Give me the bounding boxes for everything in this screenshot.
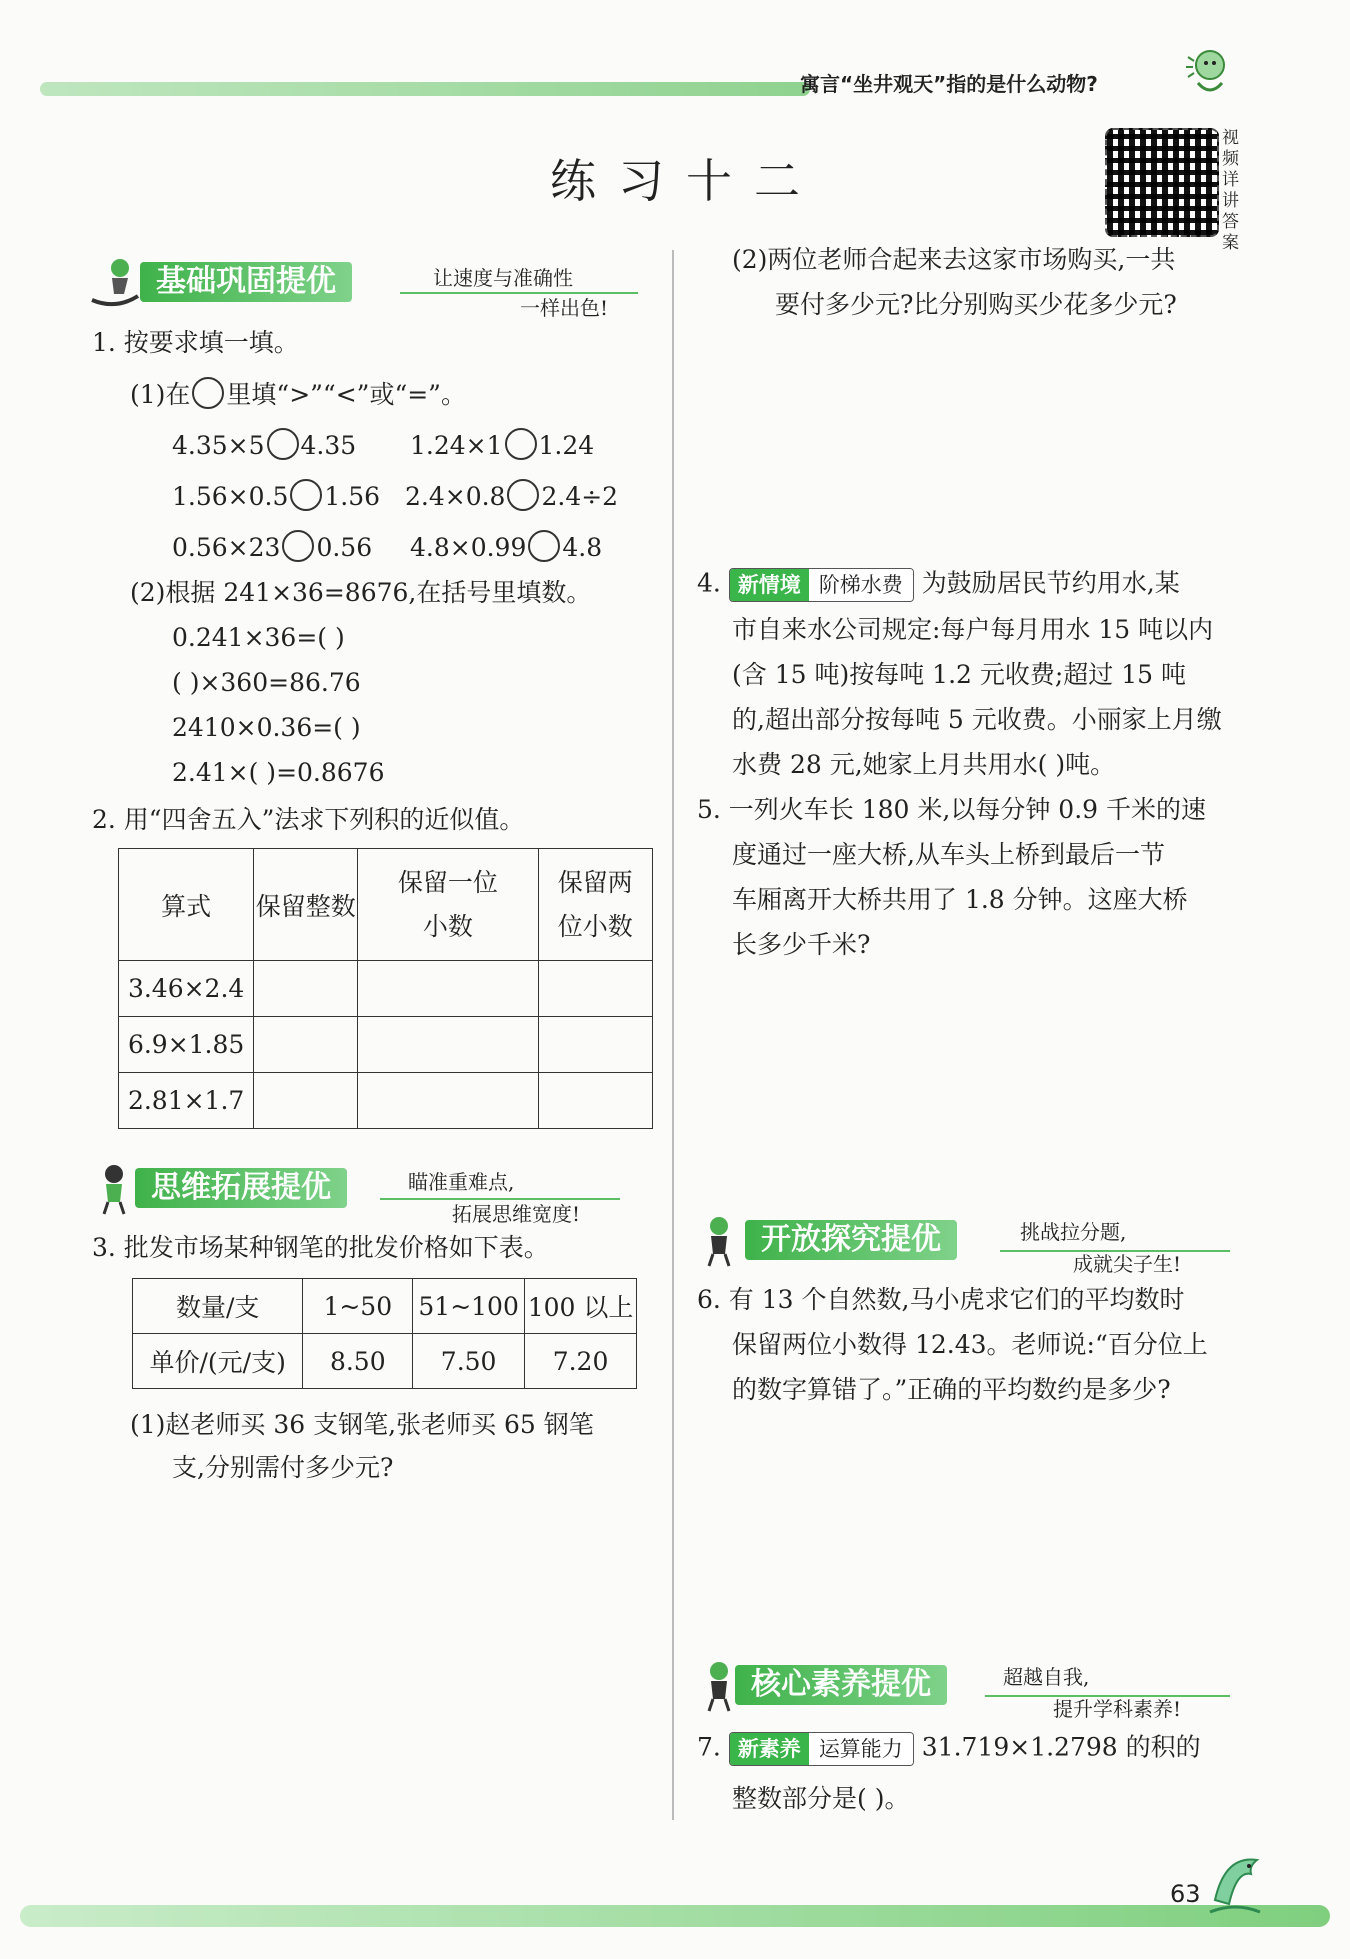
q3-cell: 7.20 [525, 1334, 637, 1389]
q3-stem: 3. 批发市场某种钢笔的批发价格如下表。 [92, 1233, 549, 1262]
q1-part2: (2)根据 241×36=8676,在括号里填数。 [130, 578, 592, 607]
q6-line2: 保留两位小数得 12.43。老师说:“百分位上 [732, 1330, 1208, 1359]
q5-line3: 车厢离开大桥共用了 1.8 分钟。这座大桥 [732, 885, 1188, 914]
q2-row-label: 2.81×1.7 [119, 1073, 254, 1129]
monkey-mascot-icon [1180, 45, 1230, 100]
q3-cell: 51~100 [413, 1279, 525, 1334]
q1-fill-2[interactable]: ( )×360=86.76 [172, 668, 361, 697]
section-slogan: 让速度与准确性 [433, 266, 573, 290]
tag-secondary: 阶梯水费 [809, 569, 913, 601]
section-slogan: 拓展思维宽度! [452, 1202, 581, 1226]
q3-cell: 1~50 [303, 1279, 413, 1334]
section-banner-basic [90, 262, 650, 320]
qr-label: 视频详讲答案 [1222, 128, 1239, 253]
page-title: 练习十二 [550, 154, 822, 208]
q7-number: 7. [697, 1732, 721, 1762]
section-slogan: 提升学科素养! [1053, 1697, 1182, 1721]
section-slogan: 超越自我, [1003, 1665, 1090, 1689]
answer-cell[interactable] [358, 1017, 538, 1073]
answer-cell[interactable] [538, 1017, 652, 1073]
answer-circle[interactable] [505, 428, 537, 460]
answer-circle[interactable] [528, 530, 560, 562]
q4-text: 为鼓励居民节约用水,某 [921, 568, 1180, 598]
q1-fill-4[interactable]: 2.41×( )=0.8676 [172, 758, 385, 787]
kid-mascot-icon [90, 1160, 140, 1216]
q1-part1 [130, 377, 466, 410]
q3-part1-line2: 支,分别需付多少元? [172, 1453, 394, 1482]
q1-row3 [172, 530, 372, 563]
q7-tag [729, 1732, 914, 1766]
column-divider [672, 250, 674, 1820]
q1-row1-right [410, 428, 594, 461]
section-banner-core [695, 1665, 1240, 1721]
answer-circle[interactable] [267, 428, 299, 460]
q4-line2: 市自来水公司规定:每户每月用水 15 吨以内 [732, 615, 1214, 644]
answer-circle[interactable] [192, 377, 224, 409]
q2-header-cell: 保留整数 [254, 849, 358, 961]
q6-line1: 6. 有 13 个自然数,马小虎求它们的平均数时 [697, 1285, 1185, 1314]
q6-line3: 的数字算错了。”正确的平均数约是多少? [732, 1375, 1171, 1404]
section-label: 思维拓展提优 [135, 1168, 347, 1208]
footer-decor-bar [20, 1905, 1330, 1927]
expr: 4.35 [300, 431, 357, 460]
answer-circle[interactable] [290, 479, 322, 511]
section-label: 基础巩固提优 [140, 262, 352, 302]
tag-primary: 新素养 [730, 1733, 809, 1765]
expr: 1.24 [538, 431, 595, 460]
q4-line3: (含 15 吨)按每吨 1.2 元收费;超过 15 吨 [732, 660, 1186, 689]
section-label: 开放探究提优 [745, 1220, 957, 1260]
q7-text: 31.719×1.2798 的积的 [921, 1732, 1201, 1762]
answer-cell[interactable] [254, 1017, 358, 1073]
section-banner-open [695, 1220, 1240, 1276]
expr: 4.8×0.99 [410, 533, 527, 562]
q2-header-cell: 保留两位小数 [538, 849, 652, 961]
q2-row-label: 3.46×2.4 [119, 961, 254, 1017]
page-number: 63 [1170, 1880, 1201, 1908]
q4-line4: 的,超出部分按每吨 5 元收费。小丽家上月缴 [732, 705, 1222, 734]
q3-cell: 7.50 [413, 1334, 525, 1389]
q5-line4: 长多少千米? [732, 930, 871, 959]
answer-cell[interactable] [254, 1073, 358, 1129]
q2-stem: 2. 用“四舍五入”法求下列积的近似值。 [92, 805, 525, 834]
expr: 0.56×23 [172, 533, 281, 562]
q7-line1 [697, 1732, 1201, 1766]
section-slogan: 瞄准重难点, [408, 1170, 515, 1194]
qr-code-icon[interactable] [1105, 128, 1219, 237]
skateboard-kid-icon [90, 254, 140, 310]
kid-mascot-icon [695, 1212, 745, 1268]
tag-secondary: 运算能力 [809, 1733, 913, 1765]
section-slogan: 挑战拉分题, [1020, 1220, 1127, 1244]
expr: 1.56 [324, 482, 381, 511]
q2-table [118, 848, 653, 1129]
q2-header-cell: 保留一位小数 [358, 849, 538, 961]
answer-cell[interactable] [254, 961, 358, 1017]
q3-price-table [132, 1278, 637, 1389]
header-riddle: 寓言“坐井观天”指的是什么动物? [800, 72, 1098, 96]
expr: 4.8 [562, 533, 603, 562]
q1-fill-3[interactable]: 2410×0.36=( ) [172, 713, 361, 742]
q4-line1 [697, 568, 1180, 602]
q5-line1: 5. 一列火车长 180 米,以每分钟 0.9 千米的速 [697, 795, 1207, 824]
q3-cell: 数量/支 [133, 1279, 303, 1334]
expr: 2.4×0.8 [405, 482, 506, 511]
q4-tag [729, 568, 914, 602]
q5-line2: 度通过一座大桥,从车头上桥到最后一节 [732, 840, 1165, 869]
section-slogan: 成就尖子生! [1073, 1252, 1182, 1276]
expr: 1.24×1 [410, 431, 503, 460]
header-decor-bar [40, 82, 810, 96]
q3-part2-line2: 要付多少元?比分别购买少花多少元? [775, 290, 1177, 319]
answer-cell[interactable] [538, 961, 652, 1017]
section-banner-thinking [90, 1168, 650, 1226]
q1-stem: 1. 按要求填一填。 [92, 328, 299, 357]
q7-line2[interactable]: 整数部分是( )。 [732, 1784, 910, 1813]
section-label: 核心素养提优 [735, 1665, 947, 1705]
answer-cell[interactable] [358, 1073, 538, 1129]
q1-part1-b: 里填“>”“<”或“=”。 [226, 380, 466, 409]
expr: 0.56 [316, 533, 373, 562]
q3-cell: 单价/(元/支) [133, 1334, 303, 1389]
q2-header-cell: 算式 [119, 849, 254, 961]
answer-cell[interactable] [538, 1073, 652, 1129]
q1-row2-right [405, 479, 618, 512]
answer-circle[interactable] [282, 530, 314, 562]
q4-number: 4. [697, 568, 721, 598]
q3-part1-line1: (1)赵老师买 36 支钢笔,张老师买 65 钢笔 [130, 1410, 594, 1439]
q3-part2-line1: (2)两位老师合起来去这家市场购买,一共 [732, 245, 1176, 274]
section-slogan: 一样出色! [520, 296, 609, 320]
answer-circle[interactable] [507, 479, 539, 511]
q4-line5[interactable]: 水费 28 元,她家上月共用水( )吨。 [732, 750, 1116, 779]
q1-part1-a: (1)在 [130, 380, 191, 409]
q3-cell: 8.50 [303, 1334, 413, 1389]
expr: 4.35×5 [172, 431, 265, 460]
q1-row3-right [410, 530, 602, 563]
q2-row-label: 6.9×1.85 [119, 1017, 254, 1073]
q1-row2 [172, 479, 380, 512]
q3-cell: 100 以上 [525, 1279, 637, 1334]
expr: 2.4÷2 [541, 482, 619, 511]
q1-row1 [172, 428, 356, 461]
answer-cell[interactable] [358, 961, 538, 1017]
q1-fill-1[interactable]: 0.241×36=( ) [172, 623, 345, 652]
tag-primary: 新情境 [730, 569, 809, 601]
expr: 1.56×0.5 [172, 482, 289, 511]
dolphin-icon [1205, 1850, 1265, 1920]
